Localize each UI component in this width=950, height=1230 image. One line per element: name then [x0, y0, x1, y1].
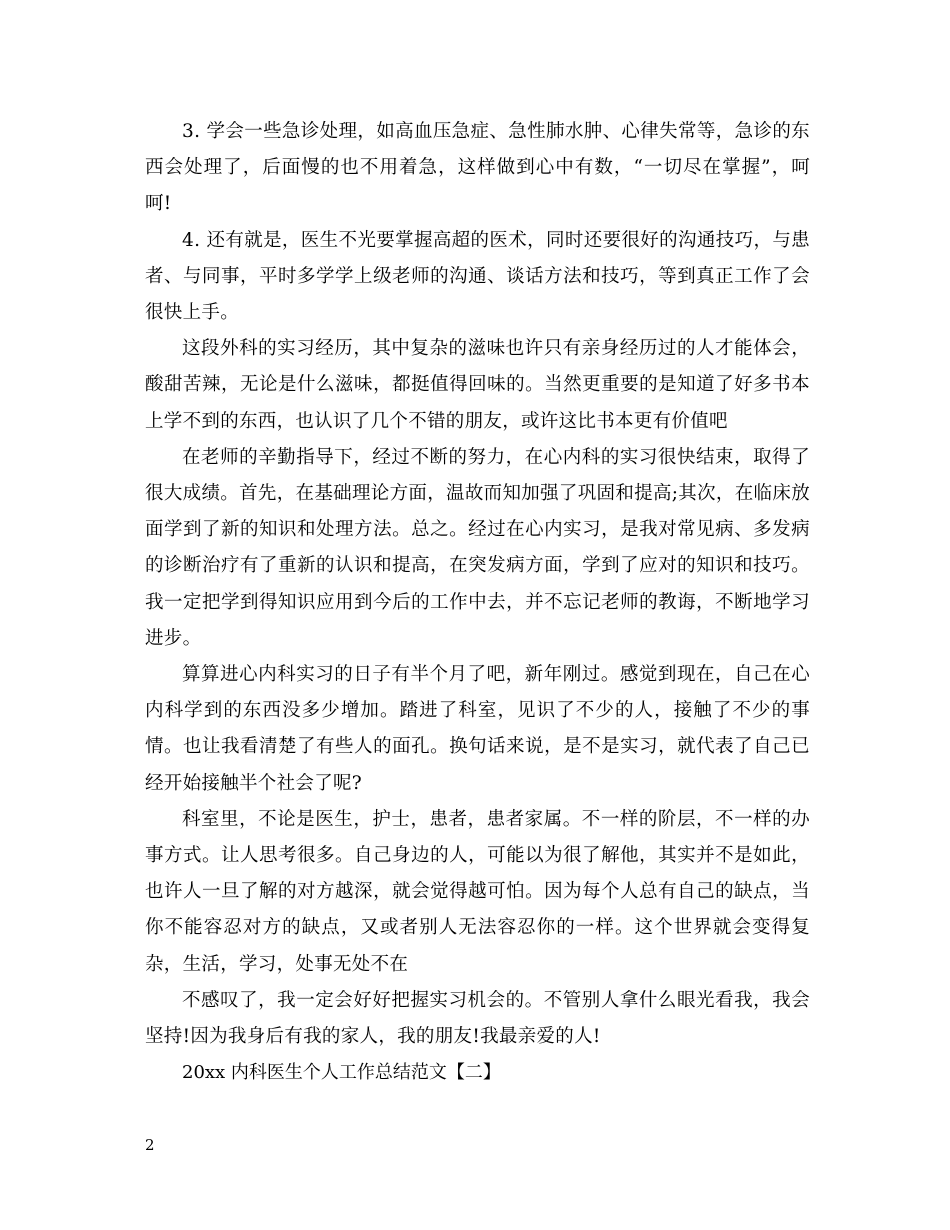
paragraph-half-month-reflection: 算算进心内科实习的日子有半个月了吧，新年刚过。感觉到现在，自己在心内科学到的东西没多少增加。踏进了科室，见识了不少的人，接触了不少的事情。也让我看清楚了有些人的面孔。换句话来说，是不是实习，就代表了自己已经开始接触半个社会了呢?: [145, 664, 810, 794]
paragraph-department-people: 科室里，不论是医生，护士，患者，患者家属。不一样的阶层，不一样的办事方式。让人思考很多。自己身边的人，可能以为很了解他，其实并不是如此，也许人一旦了解的对方越深，就会觉得越可怕。因为每个人总有自己的缺点，当你不能容忍对方的缺点，又或者别人无法容忍你的一样。这个世界就会变得复杂，生活，学习，处事无处不在: [145, 808, 810, 975]
paragraph-communication-skills: 4. 还有就是，医生不光要掌握高超的医术，同时还要很好的沟通技巧，与患者、与同事，平时多学学上级老师的沟通、谈话方法和技巧，等到真正工作了会很快上手。: [145, 229, 810, 324]
paragraph-surgery-internship: 这段外科的实习经历，其中复杂的滋味也许只有亲身经历过的人才能体会，酸甜苦辣，无论是什么滋味，都挺值得回味的。当然更重要的是知道了好多书本上学不到的东西，也认识了几个不错的朋友，或许这比书本更有价值吧: [145, 338, 810, 432]
paragraph-cardiology-internship: 在老师的辛勤指导下，经过不断的努力，在心内科的实习很快结束，取得了很大成绩。首先，在基础理论方面，温故而知加强了巩固和提高;其次，在临床放面学到了新的知识和处理方法。总之。经过在心内实习，是我对常见病、多发病的诊断治疗有了重新的认识和提高，在突发病方面，学到了应对的知识和技巧。我一定把学到得知识应用到今后的工作中去，并不忘记老师的教诲，不断地学习进步。: [145, 446, 810, 649]
paragraph-emergency-handling: 3. 学会一些急诊处理，如高血压急症、急性肺水肿、心律失常等，急诊的东西会处理了，后面慢的也不用着急，这样做到心中有数，“一切尽在掌握”，呵呵!: [145, 121, 810, 215]
paragraph-conclusion: 不感叹了，我一定会好好把握实习机会的。不管别人拿什么眼光看我，我会坚持!因为我身后有我的家人，我的朋友!我最亲爱的人!: [145, 989, 810, 1048]
page-number: 2: [145, 1136, 155, 1154]
document-body: [145, 114, 810, 1091]
section-heading: 20xx 内科医生个人工作总结范文【二】: [182, 1062, 501, 1084]
